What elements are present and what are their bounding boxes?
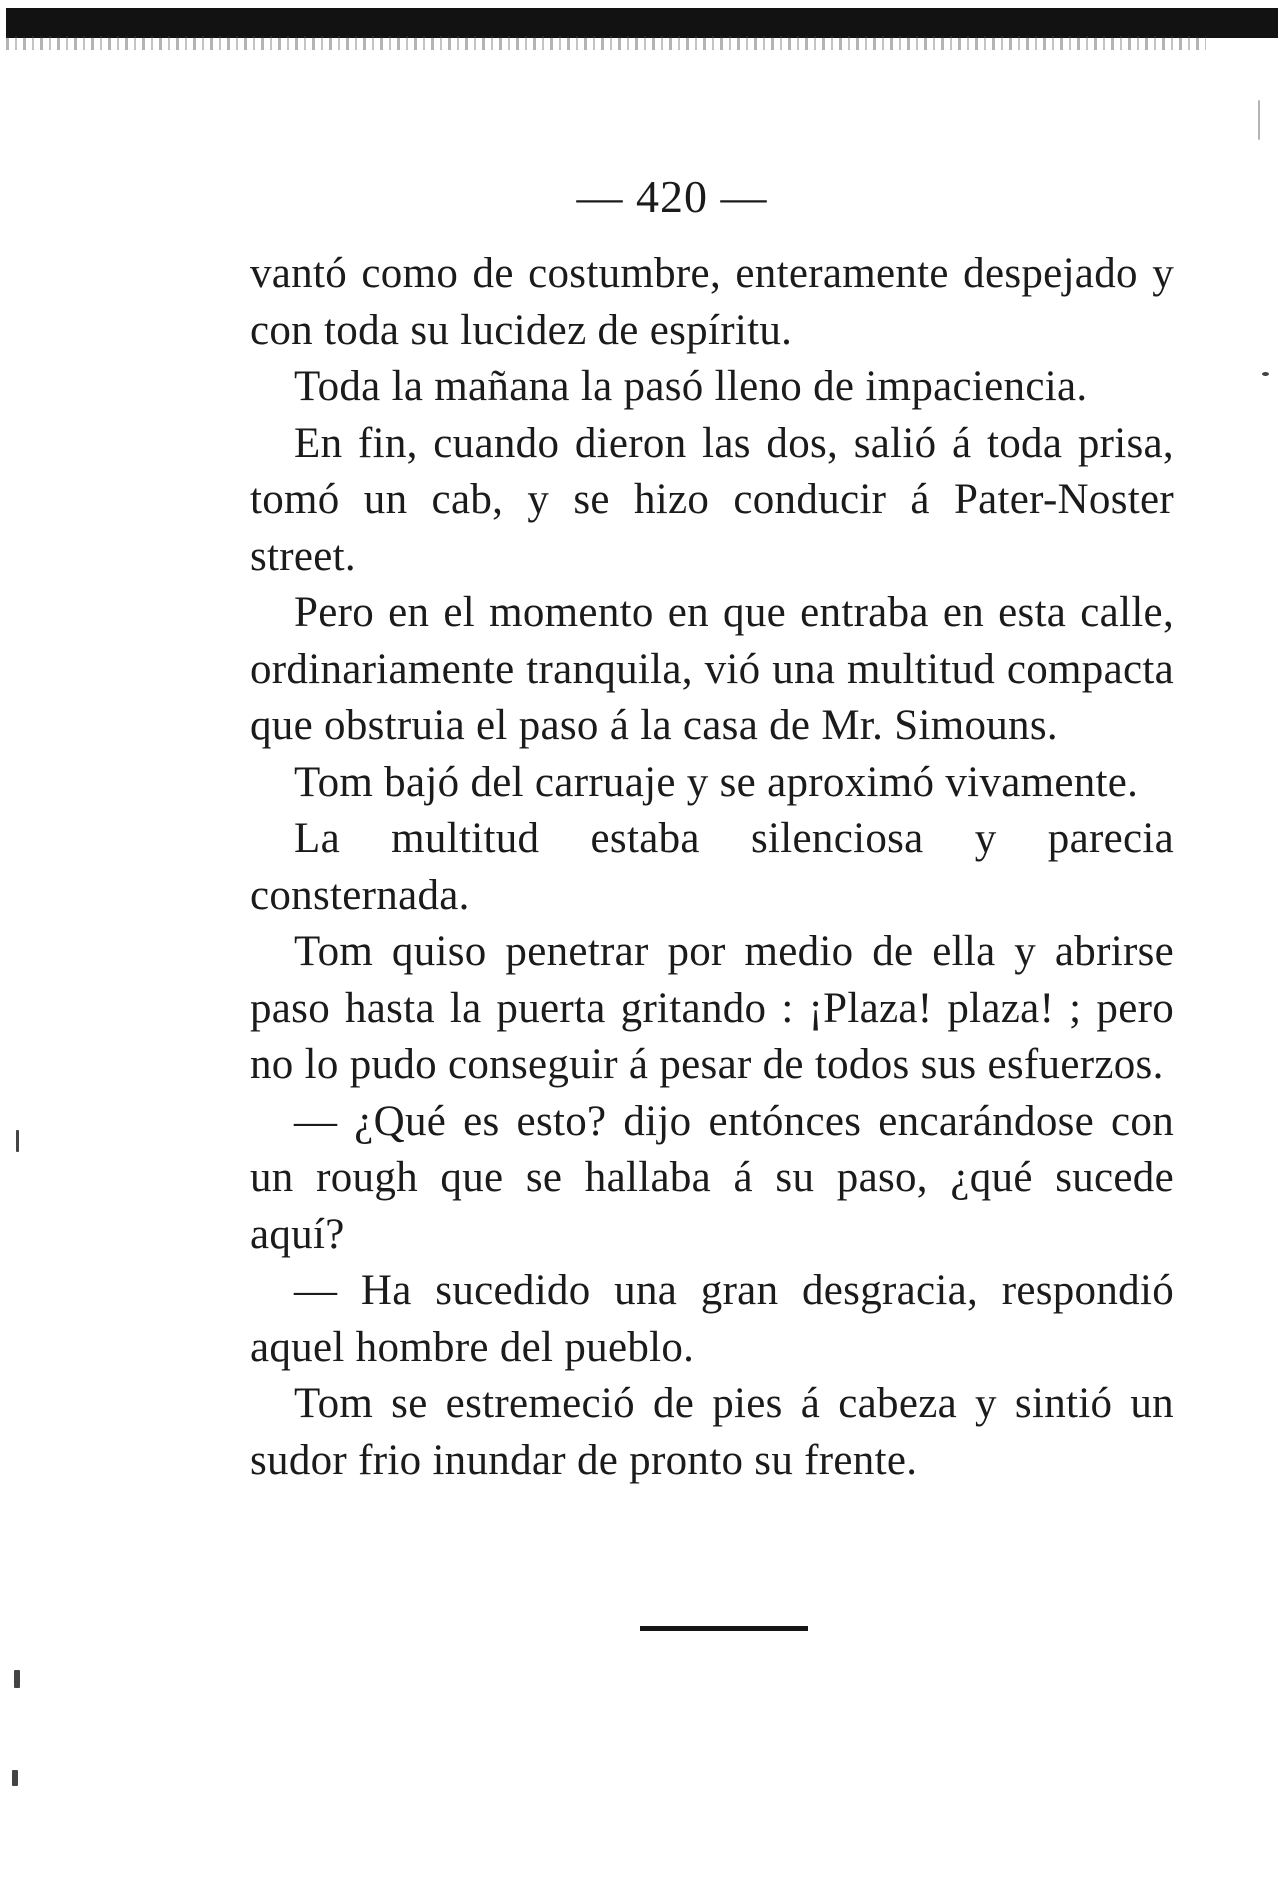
paragraph: Tom quiso penetrar por medio de ella y abrirse paso hasta la puerta gritando : ¡Plaza! plaza! ; pero no lo pudo conseguir á pesar de todos sus esfuerzos. — [250, 928, 1174, 1088]
page-top-border-fray — [6, 36, 1206, 50]
print-speck — [14, 1670, 20, 1688]
paragraph: Toda la mañana la pasó lleno de impaciencia. — [294, 363, 1088, 410]
paragraph: En fin, cuando dieron las dos, salió á toda prisa, tomó un cab, y se hizo conducir á Pater-Noster street. — [250, 419, 1174, 580]
print-speck — [16, 1130, 19, 1152]
page-number: — 420 — — [576, 171, 768, 222]
paragraph: Tom bajó del carruaje y se aproximó vivamente. — [294, 758, 1139, 806]
paragraph: — ¿Qué es esto? dijo entónces encarándose con un rough que se hallaba á su paso, ¿qué sucede aquí? — [250, 1097, 1174, 1258]
print-speck — [12, 1770, 18, 1786]
paragraph: Pero en el momento en que entraba en esta calle, ordinariamente tranquila, vió una multitud compacta que obstruia el paso á la casa de Mr. Simouns. — [250, 589, 1174, 749]
page-top-border — [6, 8, 1278, 38]
body-text — [250, 246, 1174, 1489]
paragraph: La multitud estaba silenciosa y parecia consternada. — [250, 815, 1174, 919]
paragraph: Tom se estremeció de pies á cabeza y sintió un sudor frio inundar de pronto su frente. — [250, 1380, 1174, 1484]
end-of-chapter-rule — [640, 1626, 808, 1631]
paragraph: — Ha sucedido una gran desgracia, respondió aquel hombre del pueblo. — [250, 1267, 1174, 1371]
paragraph-continuation: vantó como de costumbre, enteramente despejado y con toda su lucidez de espíritu. — [250, 250, 1174, 354]
print-speck — [1258, 100, 1260, 140]
print-speck — [1262, 372, 1269, 376]
